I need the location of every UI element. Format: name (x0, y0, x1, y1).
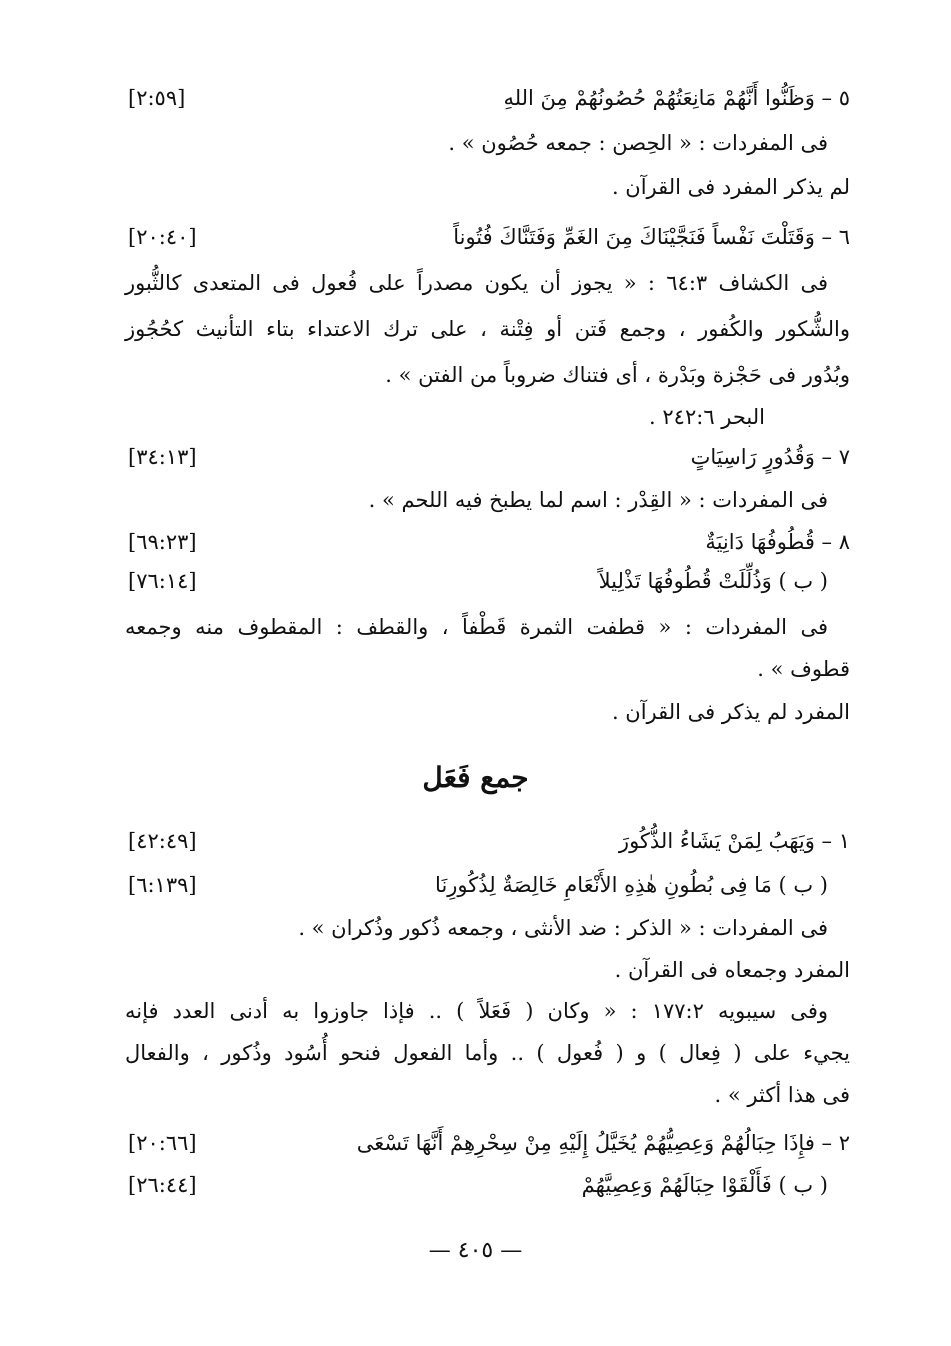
text-line: فى المفردات : « قطفت الثمرة قَطْفاً ، والقطف : المقطوف منه وجمعه (125, 615, 828, 639)
verse-ref: [٢٠:٦٦] (128, 1131, 197, 1155)
verse-ref: [٦٩:٢٣] (128, 530, 197, 554)
verse-5: ٥ – وَظَنُّوا أَنَّهُمْ مَانِعَتُهُمْ حُصُونُهُمْ مِنَ اللهِ (503, 86, 850, 110)
verse-ref: [٦:١٣٩] (128, 873, 197, 897)
verse-ref: [٢:٥٩] (128, 86, 186, 110)
verse-7: ٧ – وَقُدُورٍ رَاسِيَاتٍ (690, 445, 850, 469)
text-line: والشُّكور والكُفور ، وجمع فَتن أو فِتْنة ، على ترك الاعتداء بتاء التأنيث كحُجُوز (125, 317, 850, 341)
verse-1: ١ – وَيَهَبُ لِمَنْ يَشَاءُ الذُّكُورَ (618, 829, 850, 853)
text-line: قطوف » . (757, 657, 850, 681)
verse-ref: [٣٤:١٣] (128, 445, 197, 469)
text-line: لم يذكر المفرد فى القرآن . (611, 175, 850, 199)
section-heading: جمع فَعَل (422, 761, 529, 794)
text-line: فى الكشاف ٦٤:٣ : « يجوز أن يكون مصدراً على فُعول فى المتعدى كالثُّبور (125, 271, 828, 295)
text-line: البحر ٢٤٢:٦ . (649, 405, 765, 429)
text-line: وبُدُور فى حَجْزة وبَدْرة ، أى فتناك ضروباً من الفتن » . (385, 363, 850, 387)
text-line: المفرد لم يذكر فى القرآن . (611, 700, 850, 724)
verse-6: ٦ – وَقَتَلْتَ نَفْساً فَنَجَّيْنَاكَ مِنَ الغَمِّ وَفَتَنَّاكَ فُتُوناً (453, 225, 850, 249)
verse-2: ٢ – فإِذَا حِبَالُهُمْ وَعِصِيُّهُمْ يُخَيَّلُ إِلَيْهِ مِنْ سِحْرِهِمْ أَنَّهَا تَسْعَى (356, 1131, 850, 1155)
verse-ref: [٢٠:٤٠] (128, 225, 197, 249)
text-line: فى المفردات : « الحِصن : جمعه حُصُون » . (448, 131, 828, 155)
text-line: فى المفردات : « الذكر : ضد الأنثى ، وجمعه ذُكور وذُكران » . (298, 916, 828, 940)
verse-2b: ( ب ) فَأَلْقَوْا حِبَالَهُمْ وَعِصِيَّهُمْ (581, 1173, 828, 1197)
text-line: المفرد وجمعاه فى القرآن . (614, 958, 850, 982)
verse-1b: ( ب ) مَا فِى بُطُونِ هٰذِهِ الأَنْعَامِ خَالِصَةٌ لِذُكُورِنَا (435, 873, 828, 897)
text-line: فى هذا أكثر » . (714, 1083, 850, 1107)
verse-ref: [٤٢:٤٩] (128, 829, 197, 853)
text-line: يجيء على ( فِعال ) و ( فُعول ) .. وأما الفعول فنحو أُسُود وذُكور ، والفعال (125, 1041, 850, 1065)
verse-ref: [٢٦:٤٤] (128, 1173, 197, 1197)
verse-8: ٨ – قُطُوفُهَا دَانِيَةٌ (705, 530, 850, 554)
text-line: وفى سيبويه ١٧٧:٢ : « وكان ( فَعَلاً ) .. فإذا جاوزوا به أدنى العدد فإنه (125, 999, 828, 1023)
verse-8b: ( ب ) وَذُلِّلَتْ قُطُوفُهَا تَذْلِيلاً (598, 569, 828, 593)
verse-ref: [٧٦:١٤] (128, 569, 197, 593)
text-line: فى المفردات : « القِدْر : اسم لما يطبخ فيه اللحم » . (368, 488, 828, 512)
page-number: — ٤٠٥ — (428, 1238, 523, 1263)
